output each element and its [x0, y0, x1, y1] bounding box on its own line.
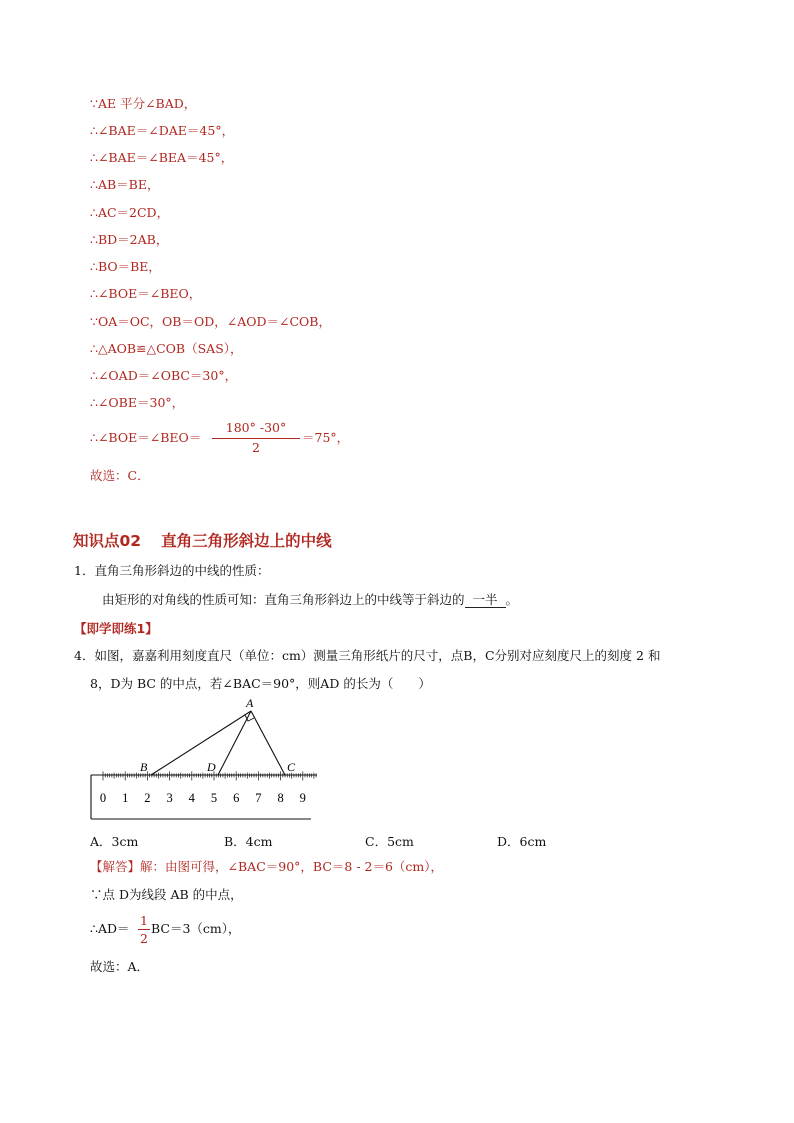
ruler-number: 5	[210, 791, 218, 805]
section-heading	[73, 529, 332, 551]
answer-line-3-prefix: ∴AD＝	[90, 921, 130, 936]
proof-line-9: ∵OA＝OC，OB＝OD，∠AOD＝∠COB，	[90, 314, 331, 329]
proof-line-4: ∴AB＝BE，	[90, 177, 160, 192]
exercise-tag: 【即学即练1】	[74, 621, 158, 636]
ruler-number: 9	[299, 791, 306, 805]
ruler-number: 8	[277, 791, 284, 805]
ruler-number: 1	[122, 791, 129, 805]
proof-line-1: ∵AE 平分∠BAD，	[90, 96, 197, 111]
option-c: C．5cm	[365, 834, 414, 849]
proof-line-10: ∴△AOB≌△COB（SAS），	[90, 341, 243, 356]
proof-line-12: ∴∠OBE＝30°，	[90, 395, 185, 410]
point-blank-answer: 一半	[465, 593, 506, 608]
answer-fraction-bar	[138, 929, 150, 930]
proof-fraction-denominator: 2	[252, 440, 260, 455]
label-B: B	[140, 760, 148, 774]
point-text	[102, 592, 518, 608]
answer-line-1-text: 解：由图可得，∠BAC＝90°，BC＝8 - 2＝6（cm），	[140, 859, 444, 874]
label-D: D	[207, 760, 216, 774]
question-line-1: 4．如图，嘉嘉利用刻度直尺（单位：cm）测量三角形纸片的尺寸，点B，C分别对应刻度尺上的刻度 2 和	[74, 648, 661, 663]
ruler-number: 6	[233, 791, 240, 805]
point-text-body: 由矩形的对角线的性质可知：直角三角形斜边上的中线等于斜边的	[102, 592, 465, 607]
proof-line-11: ∴∠OAD＝∠OBC＝30°，	[90, 368, 238, 383]
answer-line-1	[90, 859, 443, 875]
ruler-number: 0	[99, 791, 107, 805]
section-title: 直角三角形斜边上的中线	[161, 532, 332, 550]
proof-line-3: ∴∠BAE＝∠BEA＝45°，	[90, 150, 234, 165]
proof-line-6: ∴BD＝2AB，	[90, 232, 169, 247]
proof-fraction-numerator: 180° -30°	[225, 420, 287, 435]
point-heading: 1．直角三角形斜边的中线的性质：	[74, 563, 270, 578]
proof-fraction	[212, 420, 300, 456]
answer-fraction	[138, 913, 150, 947]
proof-line-fraction-prefix: ∴∠BOE＝∠BEO＝	[90, 430, 202, 445]
answer-line-4: 故选：A．	[90, 959, 150, 974]
ruler-numbers	[100, 791, 306, 805]
proof-line-8: ∴∠BOE＝∠BEO，	[90, 286, 202, 301]
answer-line-2: ∵点 D为线段 AB 的中点，	[90, 887, 243, 902]
proof-line-fraction-suffix: ＝75°，	[302, 430, 350, 445]
proof-choice: 故选：C．	[90, 468, 150, 483]
side-AD	[218, 711, 251, 775]
question-line-2: 8，D为 BC 的中点，若∠BAC＝90°，则AD 的长为（ ）	[90, 676, 431, 691]
answer-fraction-numerator: 1	[140, 913, 148, 928]
side-AC	[251, 711, 285, 775]
proof-line-5: ∴AC＝2CD，	[90, 205, 170, 220]
proof-line-7: ∴BO＝BE，	[90, 259, 161, 274]
ruler-number: 3	[166, 791, 173, 805]
ruler-number: 4	[188, 791, 195, 805]
label-A: A	[246, 696, 254, 710]
option-d: D．6cm	[497, 834, 547, 849]
ruler-number: 2	[144, 791, 151, 805]
option-a: A．3cm	[90, 834, 139, 849]
answer-tag: 【解答】	[90, 859, 141, 874]
proof-line-2: ∴∠BAE＝∠DAE＝45°，	[90, 123, 235, 138]
triangle-ruler-figure	[85, 695, 325, 825]
ruler-number: 7	[255, 791, 262, 805]
label-C: C	[287, 760, 296, 774]
side-AB	[151, 711, 251, 775]
answer-line-3-suffix: BC＝3（cm），	[151, 921, 241, 936]
section-label: 知识点02	[73, 532, 142, 550]
option-b: B．4cm	[224, 834, 273, 849]
proof-fraction-bar	[212, 438, 300, 439]
point-text-end: 。	[505, 592, 519, 607]
answer-fraction-denominator: 2	[140, 931, 148, 946]
